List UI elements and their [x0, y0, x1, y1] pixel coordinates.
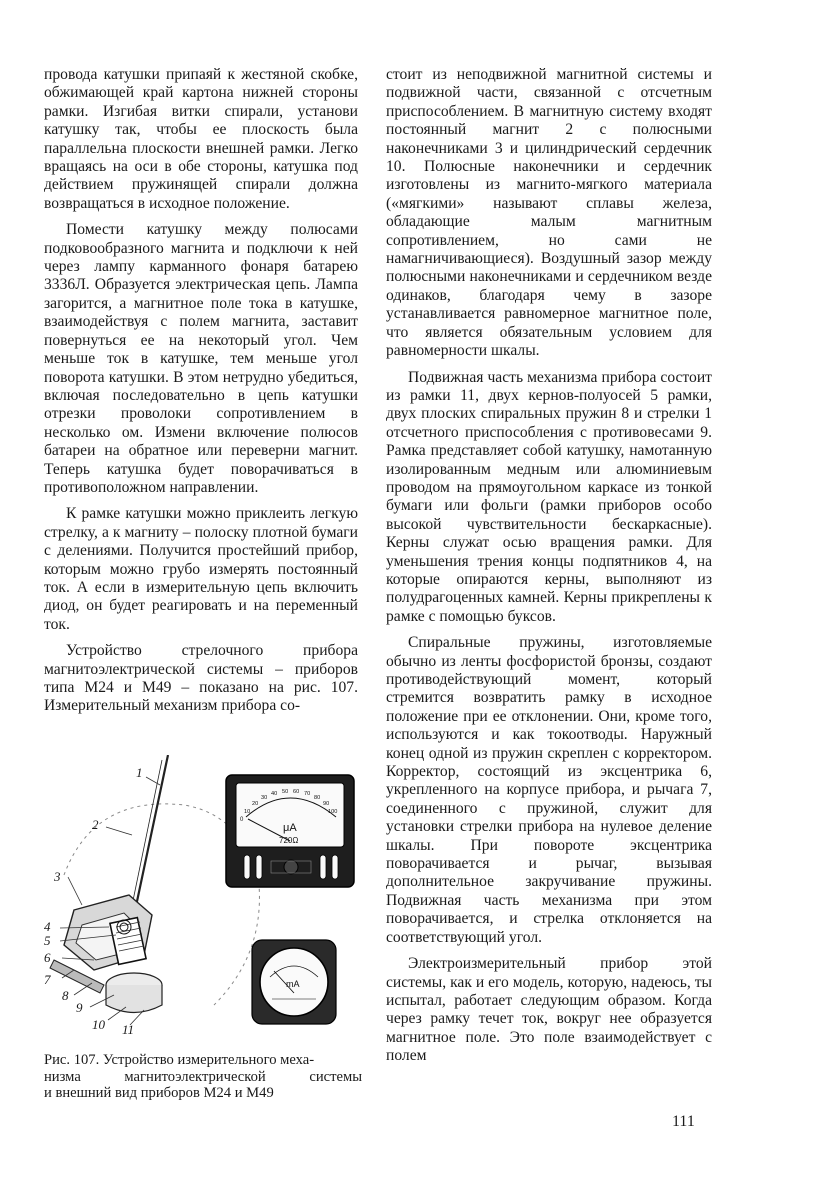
figure-caption: [44, 1052, 362, 1102]
paragraph: Спиральные пружины, изготовляемые обычно из ленты фосфористой бронзы, создают противодействующий момент, который стремится возвратить рамку в исходное положение при ее отклонении. Они, кроме того, используются и как токоотводы. Наружный конец одной из пружин скреплен с корректором. Корректор, состоящий из эксцентрика 6, укрепленного на корпусе прибора, и рычага 7, соединенного с пружиной, служит для установки стрелки прибора на нулевое деление шкалы. При повороте эксцентрика поворачивается и рычаг, вызывая дополнительное закручивание пружины. Подвижная часть механизма при этом поворачивается, и стрелка отклоняется на соответствующий угол.: [386, 634, 712, 946]
caption-line: и внешний вид приборов М24 и М49: [44, 1085, 274, 1102]
svg-text:50: 50: [282, 789, 289, 795]
svg-text:10: 10: [244, 809, 251, 815]
caption-line: низма магнитоэлектрической системы: [44, 1068, 362, 1085]
label-8: 8: [62, 988, 69, 1003]
label-5: 5: [44, 933, 51, 948]
label-6: 6: [44, 950, 51, 965]
caption-line: Рис. 107. Устройство измерительного меха-: [44, 1052, 315, 1068]
m24-corrector-screw: [284, 860, 298, 874]
label-3: 3: [54, 869, 61, 884]
paragraph: провода катушки припаяй к жестяной скобке, обжимающей край картона нижней стороны рамки. Изгибая витки спирали, установи катушку так, чтобы ее плоскость была параллельна плоскости внешней рамки. Легко вращаясь на оси в обе стороны, катушка под действием пружинящей спирали должна возвращаться в исходное положение.: [44, 66, 358, 212]
mechanism-and-meters-illustration: [34, 755, 364, 1045]
figure-107: [34, 755, 364, 1045]
m24-resistance: 720Ω: [279, 836, 299, 845]
label-4: 4: [44, 919, 51, 934]
svg-text:30: 30: [261, 795, 268, 801]
label-2: 2: [92, 817, 99, 832]
label-9: 9: [76, 1000, 83, 1015]
paragraph: стоит из неподвижной магнитной системы и подвижной части, связанной с отсчетным приспособлением. В магнитную систему входят постоянный магнит 2 с полюсными наконечниками 3 и цилиндрический сердечник 10. Полюсные наконечники и сердечник изготовлены из магнито-мягкого материала («мягкими» называют сплавы железа, обладающие малым магнитным сопротивлением, но сами не намагничивающиеся). Воздушный зазор между полюсными наконечниками и сердечником везде одинаков, благодаря чему в зазоре устанавливается равномерное магнитное поле, что является обязательным условием для равномерности шкалы.: [386, 66, 712, 360]
paragraph: Электроизмерительный прибор этой системы, как и его модель, которую, надеюсь, ты испытал, работает следующим образом. Когда через рамку течет ток, вокруг нее образуется магнитное поле. Это поле взаимодействует с полем: [386, 955, 712, 1065]
label-11: 11: [122, 1022, 135, 1037]
left-text-column: [44, 66, 358, 724]
paragraph: Устройство стрелочного прибора магнитоэлектрической системы – приборов типа М24 и М49 – показано на рис. 107. Измерительный механизм прибора со-: [44, 642, 358, 715]
page-number: 111: [672, 1113, 695, 1130]
m24-unit: μA: [283, 822, 297, 834]
label-10: 10: [92, 1017, 105, 1032]
m24-meter: [226, 775, 354, 887]
svg-text:80: 80: [314, 795, 321, 801]
svg-text:70: 70: [304, 791, 311, 797]
svg-text:40: 40: [271, 791, 278, 797]
m49-unit: mA: [286, 979, 300, 989]
core-body: [106, 985, 162, 1013]
svg-text:90: 90: [323, 801, 330, 807]
svg-text:100: 100: [328, 809, 338, 815]
svg-text:20: 20: [252, 801, 259, 807]
pointer-arrow-edge: [129, 760, 162, 920]
paragraph: К рамке катушки можно приклеить легкую стрелку, а к магниту – полоску плотной бумаги с делениями. Получится простейший прибор, которым можно грубо измерять постоянный ток. А если в измерительную цепь включить диод, он будет реагировать и на переменный ток.: [44, 505, 358, 633]
svg-text:60: 60: [293, 789, 300, 795]
label-1: 1: [136, 765, 143, 780]
pointer-arrow: [132, 755, 168, 925]
m49-meter: [252, 940, 336, 1024]
right-text-column: [386, 66, 712, 1074]
paragraph: Помести катушку между полюсами подковообразного магнита и подключи к ней через лампу карманного фонаря батарею 3336Л. Образуется электрическая цепь. Лампа загорится, а магнитное поле тока в катушке, взаимодействуя с полем магнита, заставит повернуться ее на некоторый угол. Чем меньше ток в катушке, тем меньше угол поворота катушки. В этом нетрудно убедиться, включая последовательно в цепь катушки отрезки проволоки сопротивлением в несколько ом. Измени включение полюсов батареи на обратное или переверни магнит. Теперь катушка будет поворачиваться в противоположном направлении.: [44, 221, 358, 496]
paragraph: Подвижная часть механизма прибора состоит из рамки 11, двух кернов-полуосей 5 рамки, двух плоских спиральных пружин 8 и стрелки 1 отсчетного приспособления с противовесами 9. Рамка представляет собой катушку, намотанную изолированным медным или алюминиевым проводом на прямоугольном каркасе из тонкой бумаги или фольги (рамки приборов особо высокой чувствительности бескаркасные). Керны служат осью вращения рамки. Для уменьшения трения концы подпятников 4, на которые опираются керны, выполняют из полудрагоценных камней. Керны прикреплены к рамке с помощью буксов.: [386, 368, 712, 625]
m24-zero: 0: [240, 817, 244, 823]
label-7: 7: [44, 972, 51, 987]
